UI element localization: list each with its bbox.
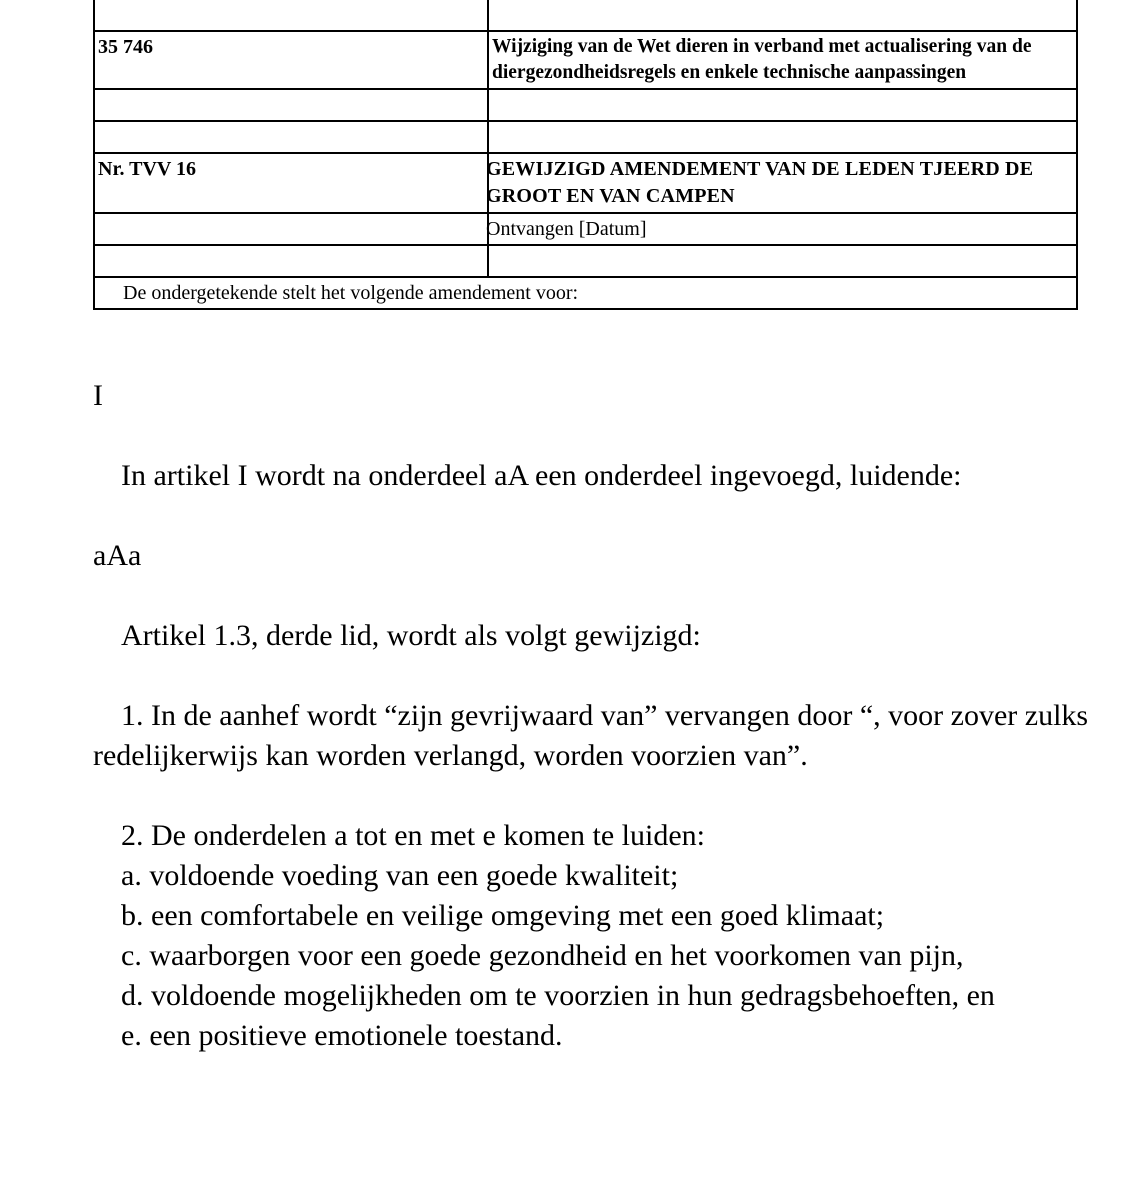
document-type-cell	[488, 153, 1077, 213]
paragraph-4: 2. De onderdelen a tot en met e komen te luiden:	[121, 819, 705, 852]
header-cell-empty	[94, 121, 488, 153]
list-item: a. voldoende voeding van een goede kwaliteit;	[121, 859, 679, 892]
list-item: c. waarborgen voor een goede gezondheid en het voorkomen van pijn,	[121, 939, 964, 972]
list-item: d. voldoende mogelijkheden om te voorzien in hun gedragsbehoeften, en	[121, 979, 995, 1012]
section-number: I	[93, 379, 103, 412]
amendment-body	[93, 376, 1093, 1056]
header-cell-empty	[488, 245, 1077, 277]
document-number: Nr. TVV 16	[94, 153, 488, 213]
paragraph-1: In artikel I wordt na onderdeel aA een onderdeel ingevoegd, luidende:	[121, 459, 962, 492]
sub-heading: aAa	[93, 539, 142, 572]
paragraph-3: 1. In de aanhef wordt “zijn gevrijwaard van” vervangen door “, voor zover zulks redelijkerwijs kan worden verlangd, worden voorzien van”.	[93, 699, 1089, 772]
header-cell-empty	[94, 89, 488, 121]
header-cell-empty	[94, 0, 488, 31]
kamerstuk-number: 35 746	[94, 31, 488, 89]
header-cell-empty	[488, 0, 1077, 31]
received-date: Ontvangen [Datum]	[486, 218, 647, 240]
header-cell-empty	[488, 89, 1077, 121]
header-table	[93, 0, 1078, 310]
header-cell-empty	[94, 245, 488, 277]
paragraph-2: Artikel 1.3, derde lid, wordt als volgt gewijzigd:	[121, 619, 701, 652]
header-cell-empty	[94, 213, 488, 245]
bill-title: Wijziging van de Wet dieren in verband met actualisering van de diergezondheidsregels en enkele technische aanpassingen	[488, 31, 1077, 89]
document-type: GEWIJZIGD AMENDEMENT VAN DE LEDEN TJEERD DE GROOT EN VAN CAMPEN	[486, 158, 1034, 207]
list-item: e. een positieve emotionele toestand.	[121, 1019, 563, 1052]
received-cell	[488, 213, 1077, 245]
list-item: b. een comfortabele en veilige omgeving met een goed klimaat;	[121, 899, 885, 932]
intro-line: De ondergetekende stelt het volgende amendement voor:	[94, 277, 1077, 309]
header-cell-empty	[488, 121, 1077, 153]
